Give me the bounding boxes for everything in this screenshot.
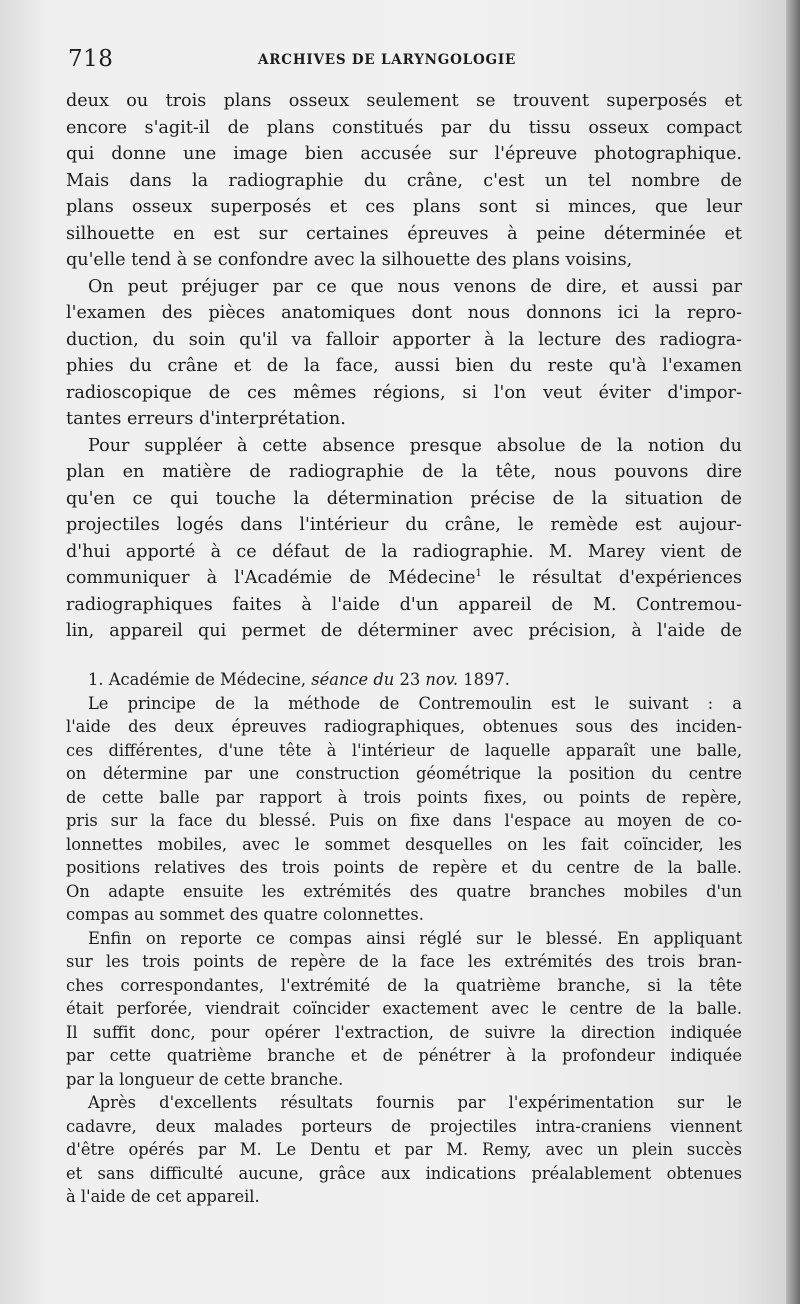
text-line: On peut préjuger par ce que nous venons de dire, et aussi par	[88, 276, 742, 297]
footnote-line: Après d'excellents résultats fournis par l'expérimentation sur le	[88, 1093, 742, 1112]
footnote-line: lonnettes mobiles, avec le sommet desquelles on les fait coïncider, les	[66, 834, 742, 854]
footnote-line: et sans difficulté aucune, grâce aux indications préalablement obtenues	[66, 1163, 742, 1183]
footnote-line: cadavre, deux malades porteurs de projectiles intra-craniens viennent	[66, 1116, 742, 1136]
footnote-date-year: 1897.	[463, 670, 510, 689]
footnote-line: Il suffit donc, pour opérer l'extraction, de suivre la direction indiquée	[66, 1022, 742, 1042]
text-line: l'examen des pièces anatomiques dont nous donnons ici la repro-	[66, 303, 742, 323]
text-line: qu'en ce qui touche la détermination précise de la situation de	[66, 488, 742, 509]
text-line: d'hui apporté à ce défaut de la radiographie. M. Marey vient de	[66, 541, 742, 562]
text-line: deux ou trois plans osseux seulement se trouvent superposés et	[66, 91, 742, 111]
footnote-line: à l'aide de cet appareil.	[66, 1187, 260, 1206]
text-line	[66, 565, 742, 592]
footnote-line: par cette quatrième branche et de pénétrer à la profondeur indiquée	[66, 1046, 742, 1065]
text-line: duction, du soin qu'il va falloir apporter à la lecture des radiogra-	[66, 329, 742, 350]
text-line: projectiles logés dans l'intérieur du crâne, le remède est aujour-	[66, 515, 742, 535]
page-header	[68, 46, 750, 76]
text-line: plan en matière de radiographie de la tête, nous pouvons dire	[66, 462, 742, 482]
footnote-source: Académie de Médecine,	[108, 670, 307, 689]
text-line: radioscopique de ces mêmes régions, si l'on veut éviter d'impor-	[66, 382, 742, 403]
footnote-line: ches correspondantes, l'extrémité de la quatrième branche, si la tête	[66, 975, 742, 995]
footnote-line: Le principe de la méthode de Contremoulin est le suivant : a	[88, 693, 742, 713]
footnote-line: par la longueur de cette branche.	[66, 1069, 344, 1089]
footnote-date-day: 23	[399, 670, 421, 689]
running-head: ARCHIVES DE LARYNGOLOGIE	[258, 52, 517, 68]
text-line: qui donne une image bien accusée sur l'épreuve photographique.	[66, 144, 742, 164]
text-line: plans osseux superposés et ces plans sont si minces, que leur	[66, 197, 742, 217]
footnote-line: de cette balle par rapport à trois points fixes, ou points de repère,	[66, 787, 742, 807]
text-line: radiographiques faites à l'aide d'un appareil de M. Contremou-	[66, 594, 742, 615]
footnote-line: l'aide des deux épreuves radiographiques, obtenues sous des inciden-	[66, 717, 742, 736]
footnote-line: compas au sommet des quatre colonnettes.	[66, 905, 424, 924]
text-line: lin, appareil qui permet de déterminer avec précision, à l'aide de	[66, 621, 742, 641]
text-line: silhouette en est sur certaines épreuves à peine déterminée et	[66, 223, 742, 244]
page-number: 718	[68, 46, 114, 72]
footnote	[66, 668, 742, 1209]
text-line: tantes erreurs d'interprétation.	[66, 409, 346, 429]
footnote-line: sur les trois points de repère de la face les extrémités des trois bran-	[66, 952, 742, 971]
text-segment: le résultat d'expériences	[481, 568, 742, 588]
page-gutter-shadow	[786, 0, 800, 1304]
footnote-line: on détermine par une construction géométrique la position du centre	[66, 764, 742, 783]
text-segment: communiquer à l'Académie de Médecine	[66, 568, 476, 588]
footnote-line: Enfin on reporte ce compas ainsi réglé sur le blessé. En appliquant	[88, 928, 742, 948]
footnote-marker: 1	[475, 568, 482, 580]
footnote-line: était perforée, viendrait coïncider exactement avec le centre de la balle.	[66, 999, 742, 1018]
footnote-line: pris sur la face du blessé. Puis on fixe dans l'espace au moyen de co-	[66, 811, 742, 830]
footnote-date-month: nov.	[425, 670, 459, 689]
text-line: Mais dans la radiographie du crâne, c'est un tel nombre de	[66, 170, 742, 191]
text-line: Pour suppléer à cette absence presque absolue de la notion du	[88, 435, 742, 456]
text-line: encore s'agit-il de plans constitués par du tissu osseux compact	[66, 117, 742, 138]
main-text	[66, 88, 742, 645]
footnote-line: positions relatives des trois points de repère et du centre de la balle.	[66, 858, 742, 877]
footnote-line: On adapte ensuite les extrémités des quatre branches mobiles d'un	[66, 881, 742, 901]
text-line: phies du crâne et de la face, aussi bien du reste qu'à l'examen	[66, 356, 742, 376]
footnote-session: séance du	[311, 670, 395, 689]
footnote-line: d'être opérés par M. Le Dentu et par M. Remy, avec un plein succès	[66, 1140, 742, 1159]
text-line: qu'elle tend à se confondre avec la silhouette des plans voisins,	[66, 250, 633, 270]
footnote-line: ces différentes, d'une tête à l'intérieur de laquelle apparaît une balle,	[66, 740, 742, 760]
footnote-citation	[66, 668, 742, 692]
footnote-number: 1.	[88, 670, 104, 689]
